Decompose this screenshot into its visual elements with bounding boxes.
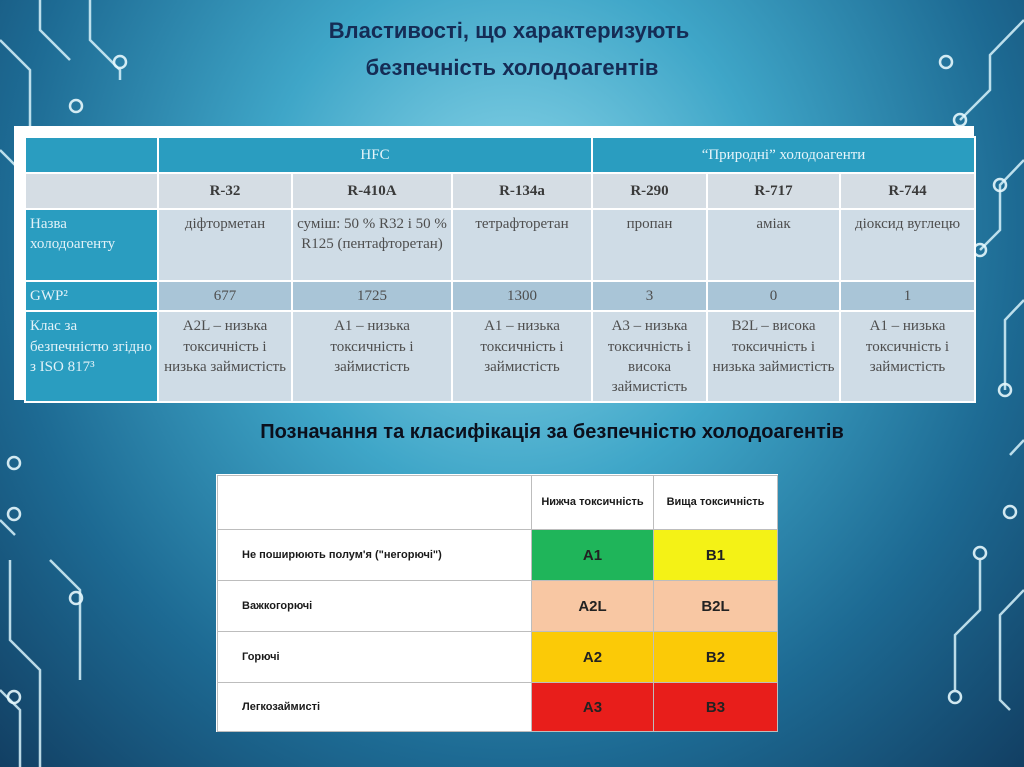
class-cell-a1: A1 — [532, 530, 654, 581]
col-header-high-toxicity: Вища токсичність — [654, 476, 778, 530]
class-cell: A1 – низька токсичність і займистість — [292, 311, 452, 402]
row-label-name: Назва холодоагенту — [25, 209, 158, 281]
class-cell-b2: B2 — [654, 632, 778, 683]
class-cell: A1 – низька токсичність і займистість — [452, 311, 592, 402]
refrigerant-header: R-290 — [592, 173, 707, 209]
group-natural: “Природні” холодоагенти — [592, 137, 975, 173]
gwp-cell: 677 — [158, 281, 292, 311]
class-cell-b2l: B2L — [654, 581, 778, 632]
name-cell: діфторметан — [158, 209, 292, 281]
gwp-cell: 0 — [707, 281, 840, 311]
name-cell: тетрафторетан — [452, 209, 592, 281]
gwp-cell: 3 — [592, 281, 707, 311]
name-cell: аміак — [707, 209, 840, 281]
group-hfc: HFC — [158, 137, 592, 173]
row-label: Горючі — [218, 632, 532, 683]
class-cell: B2L – висока токсичність і низька займистість — [707, 311, 840, 402]
row-label: Не поширюють полум'я ("негорючі") — [218, 530, 532, 581]
class-cell-b1: B1 — [654, 530, 778, 581]
gwp-cell: 1725 — [292, 281, 452, 311]
refrigerant-header: R-717 — [707, 173, 840, 209]
section-subtitle: Позначання та класифікація за безпечністю холодоагентів — [260, 421, 844, 443]
gwp-cell: 1300 — [452, 281, 592, 311]
name-cell: суміш: 50 % R32 і 50 % R125 (пентафторетан) — [292, 209, 452, 281]
class-cell-b3: B3 — [654, 683, 778, 732]
class-cell: A1 – низька токсичність і займистість — [840, 311, 975, 402]
name-cell: пропан — [592, 209, 707, 281]
class-cell-a2l: A2L — [532, 581, 654, 632]
class-cell: A2L – низька токсичність і низька займистість — [158, 311, 292, 402]
table-corner — [25, 137, 158, 173]
table-corner-2 — [25, 173, 158, 209]
class-cell-a3: A3 — [532, 683, 654, 732]
refrigerant-header: R-134a — [452, 173, 592, 209]
refrigerant-header: R-32 — [158, 173, 292, 209]
refrigerant-properties-table — [14, 126, 974, 400]
row-label: Легкозаймисті — [218, 683, 532, 732]
page-title-line1: Властивості, що характеризують — [328, 18, 690, 43]
page-title-line2: безпечність холодоагентів — [365, 55, 659, 80]
class-cell-a2: A2 — [532, 632, 654, 683]
row-label-class: Клас за безпечністю згідно з ISO 817³ — [25, 311, 158, 402]
gwp-cell: 1 — [840, 281, 975, 311]
refrigerant-header: R-744 — [840, 173, 975, 209]
row-label-gwp: GWP² — [25, 281, 158, 311]
col-header-low-toxicity: Нижча токсичність — [532, 476, 654, 530]
refrigerant-header: R-410A — [292, 173, 452, 209]
table-corner — [218, 476, 532, 530]
class-cell: A3 – низька токсичність і висока займистість — [592, 311, 707, 402]
row-label: Важкогорючі — [218, 581, 532, 632]
safety-classification-table — [216, 474, 778, 732]
name-cell: діоксид вуглецю — [840, 209, 975, 281]
